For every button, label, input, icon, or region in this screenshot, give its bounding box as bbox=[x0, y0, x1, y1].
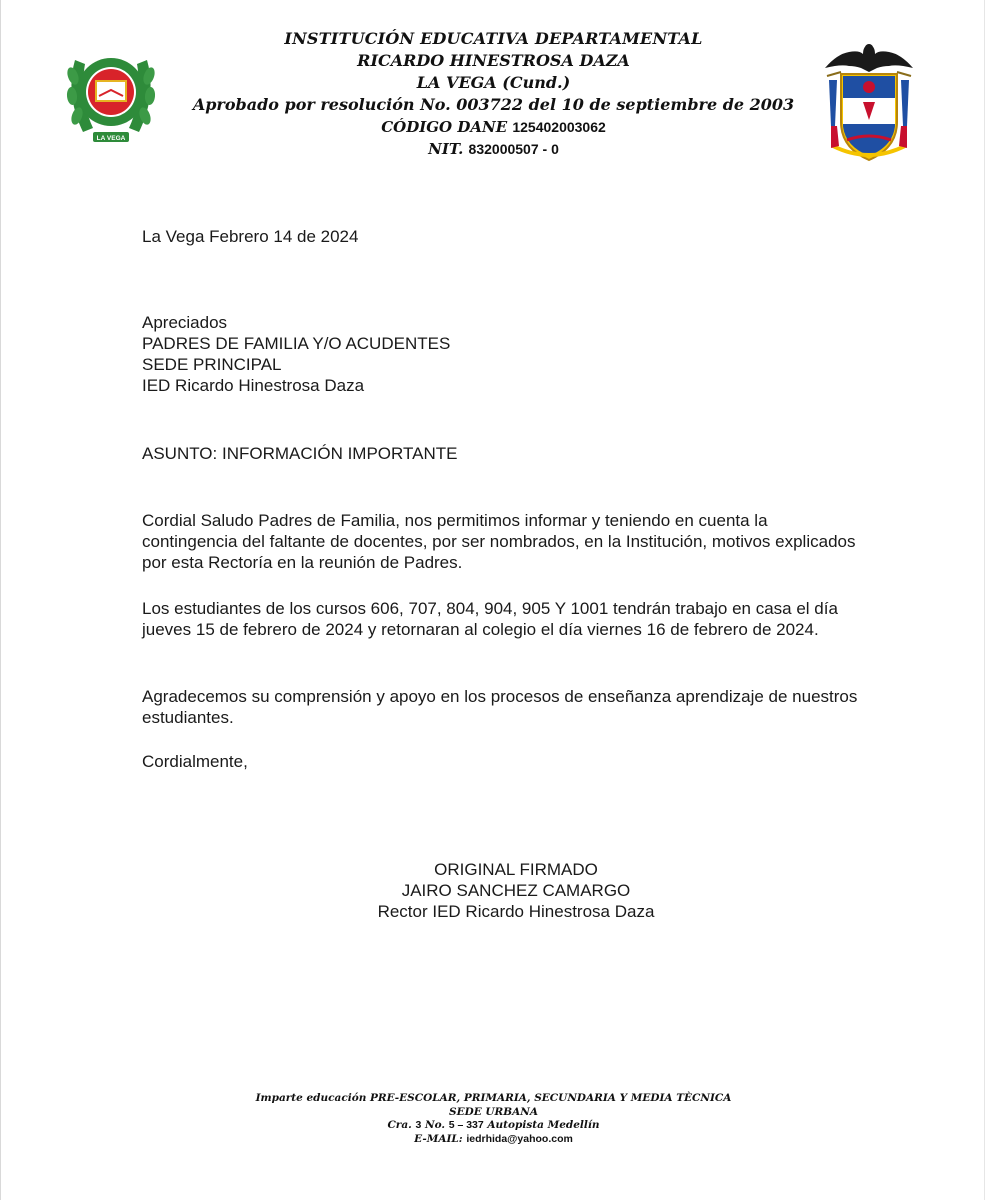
dane-value: 125402003062 bbox=[512, 119, 606, 135]
paragraph-schedule: Los estudiantes de los cursos 606, 707, 804, 904, 905 Y 1001 tendrán trabajo en casa el día jueves 15 de febrero de 2024 y retornaran al colegio el día viernes 16 de febrero de 2024. bbox=[142, 599, 838, 639]
dane-label: CÓDIGO DANE bbox=[381, 118, 508, 136]
letter-subject: ASUNTO: INFORMACIÓN IMPORTANTE bbox=[142, 444, 458, 463]
institution-header bbox=[181, 28, 806, 160]
footer-email bbox=[201, 1133, 786, 1147]
institution-subname: RICARDO HINESTROSA DAZA bbox=[357, 51, 630, 70]
address-road: Autopista Medellín bbox=[487, 1119, 600, 1131]
footer-education-levels: Imparte educación PRE-ESCOLAR, PRIMARIA, SECUNDARIA Y MEDIA TÈCNICA bbox=[255, 1092, 732, 1104]
address-no-label: No. bbox=[424, 1119, 446, 1131]
footer-site: SEDE URBANA bbox=[449, 1105, 538, 1118]
recipient-block bbox=[142, 312, 862, 396]
signature-status: ORIGINAL FIRMADO bbox=[434, 860, 598, 879]
paragraph-thanks: Agradecemos su comprensión y apoyo en los procesos de enseñanza aprendizaje de nuestros estudiantes. bbox=[142, 687, 858, 727]
resolution-line: Aprobado por resolución No. 003722 del 10 de septiembre de 2003 bbox=[192, 95, 795, 114]
dane-code-line bbox=[181, 116, 806, 138]
signer-title: Rector IED Ricardo Hinestrosa Daza bbox=[377, 902, 655, 921]
institution-logo bbox=[65, 40, 157, 150]
address-street-number: 3 bbox=[415, 1119, 422, 1131]
email-link[interactable]: iedrhida@yahoo.com bbox=[466, 1132, 573, 1145]
letterhead-footer bbox=[201, 1092, 786, 1146]
address-number: 5 – 337 bbox=[448, 1119, 484, 1131]
recipient-greeting: Apreciados bbox=[142, 313, 228, 332]
nit-value: 832000507 - 0 bbox=[468, 141, 559, 157]
footer-address bbox=[201, 1119, 786, 1133]
svg-text:LA VEGA: LA VEGA bbox=[96, 135, 126, 142]
signature-block bbox=[341, 859, 691, 922]
address-street-prefix: Cra. bbox=[387, 1119, 412, 1131]
email-label: E-MAIL: bbox=[414, 1132, 463, 1145]
nit-line bbox=[181, 138, 806, 160]
institution-location: LA VEGA (Cund.) bbox=[416, 73, 571, 92]
institution-name: INSTITUCIÓN EDUCATIVA DEPARTAMENTAL bbox=[284, 29, 703, 48]
nit-label: NIT. bbox=[428, 140, 464, 158]
recipient-site: SEDE PRINCIPAL bbox=[142, 355, 282, 374]
letterhead bbox=[1, 24, 985, 164]
paragraph-context: Cordial Saludo Padres de Familia, nos permitimos informar y teniendo en cuenta la contingencia del faltante de docentes, por ser nombrados, en la Institución, motivos explicados por esta Rectoría en la reunión de Padres. bbox=[142, 511, 856, 572]
recipient-institution: IED Ricardo Hinestrosa Daza bbox=[142, 376, 365, 395]
letter-date: La Vega Febrero 14 de 2024 bbox=[142, 227, 359, 246]
letter-closing: Cordialmente, bbox=[142, 752, 248, 771]
recipient-audience: PADRES DE FAMILIA Y/O ACUDENTES bbox=[142, 334, 451, 353]
signer-name: JAIRO SANCHEZ CAMARGO bbox=[401, 881, 631, 900]
colombia-coat-of-arms-icon bbox=[819, 36, 919, 171]
